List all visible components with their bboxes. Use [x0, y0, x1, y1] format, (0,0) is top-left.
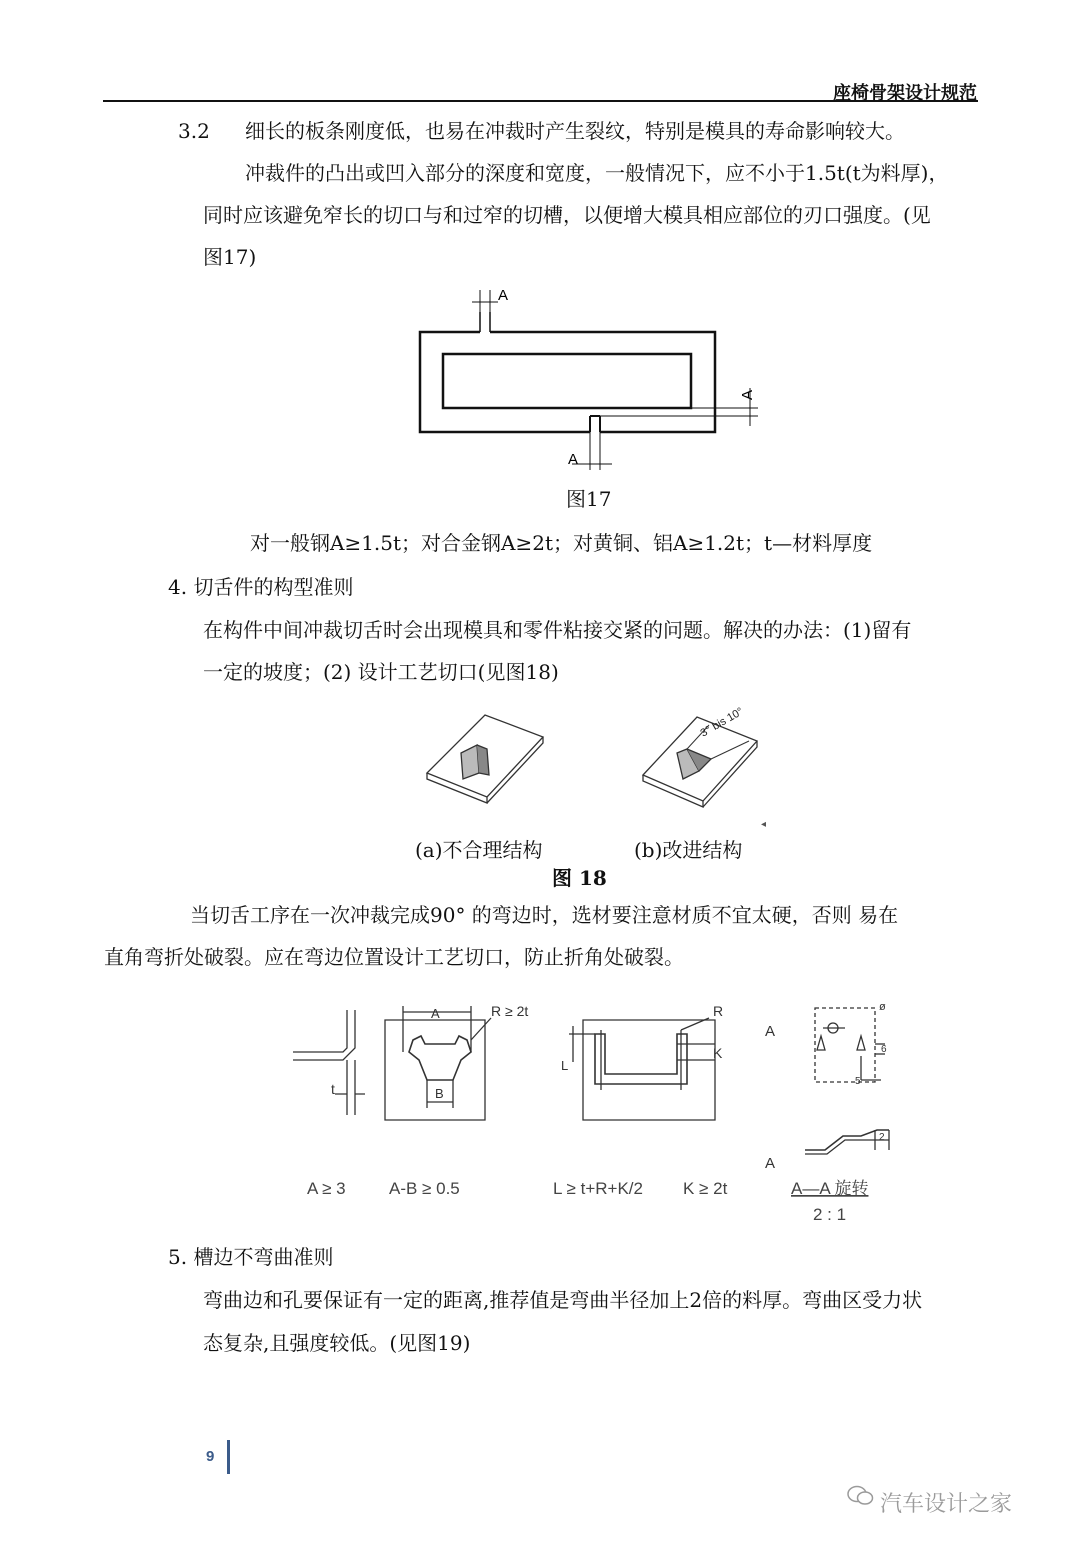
section-label: A: [765, 1023, 776, 1040]
paragraph-line: 冲裁件的凸出或凹入部分的深度和宽度，一般情况下，应不小于1.5t(t为料厚)，: [245, 161, 949, 185]
dimension-label: A: [568, 451, 579, 468]
wechat-icon: [846, 1483, 876, 1509]
dim-label: K: [713, 1045, 723, 1061]
page-number: 9: [206, 1448, 215, 1465]
angle-label: 3° bis 10°: [698, 705, 746, 740]
paragraph-line: 在构件中间冲裁切舌时会出现模具和零件粘接交紧的问题。解决的办法：(1)留有: [203, 618, 912, 642]
figure-caption: 图17: [566, 487, 612, 511]
dim-label: R ≥ 2t: [491, 1003, 529, 1019]
section-label: A: [765, 1155, 776, 1172]
formula: A-B ≥ 0.5: [389, 1179, 460, 1198]
formula: K ≥ 2t: [683, 1179, 728, 1198]
paragraph-line: 态复杂,且强度较低。(见图19): [203, 1331, 471, 1355]
dim-label: 5: [855, 1076, 861, 1087]
section-heading: 5. 槽边不弯曲准则: [168, 1245, 334, 1269]
dim-label: B: [435, 1086, 444, 1101]
header-rule: [103, 100, 978, 102]
dim-label: A: [431, 1006, 440, 1021]
paragraph-line: 弯曲边和孔要保证有一定的距离,推荐值是弯曲半径加上2倍的料厚。弯曲区受力状: [203, 1288, 923, 1312]
section-number: 3.2: [178, 119, 210, 143]
page-number-bar: [227, 1440, 230, 1474]
section-heading: 4. 切舌件的构型准则: [168, 575, 354, 599]
figure-note: 对一般钢A≥1.5t；对合金钢A≥2t；对黄铜、铝A≥1.2t；t—材料厚度: [250, 531, 873, 555]
dim-label: t: [331, 1081, 335, 1097]
subfigure-label: (b)改进结构: [634, 838, 743, 862]
paragraph-line: 一定的坡度；(2) 设计工艺切口(见图18): [203, 660, 559, 684]
document-header-title: 座椅骨架设计规范: [833, 83, 977, 104]
formula: L ≥ t+R+K/2: [553, 1179, 643, 1198]
dim-label: 2: [879, 1132, 885, 1143]
dim-label: R: [713, 1003, 724, 1019]
dim-label: 6: [881, 1044, 887, 1055]
paragraph-line: 细长的板条刚度低，也易在冲裁时产生裂纹，特别是模具的寿命影响较大。: [245, 119, 905, 143]
paragraph-line: 当切舌工序在一次冲裁完成90° 的弯边时，选材要注意材质不宜太硬，否则 易在: [190, 903, 899, 927]
dim-label: ø: [879, 1001, 886, 1013]
formula: A ≥ 3: [307, 1179, 346, 1198]
scale-label: 2 : 1: [813, 1205, 847, 1224]
paragraph-line: 同时应该避免窄长的切口与和过窄的切槽，以便增大模具相应部位的刃口强度。(见: [203, 203, 931, 227]
dimension-label: A: [739, 389, 756, 400]
paragraph-line: 直角弯折处破裂。应在弯边位置设计工艺切口，防止折角处破裂。: [104, 945, 684, 969]
formula: A—A 旋转: [791, 1179, 869, 1198]
figure-18-drawing: [415, 705, 775, 840]
svg-text:◂: ◂: [761, 819, 767, 830]
bend-relief-figure: [285, 990, 905, 1230]
watermark-text: 汽车设计之家: [880, 1492, 1013, 1517]
figure-17-drawing: [400, 280, 780, 480]
paragraph-line: 图17): [203, 245, 257, 269]
subfigure-label: (a)不合理结构: [415, 838, 543, 862]
dimension-label: A: [498, 287, 509, 304]
figure-caption: 图 18: [552, 866, 607, 890]
dim-label: L: [561, 1058, 569, 1073]
